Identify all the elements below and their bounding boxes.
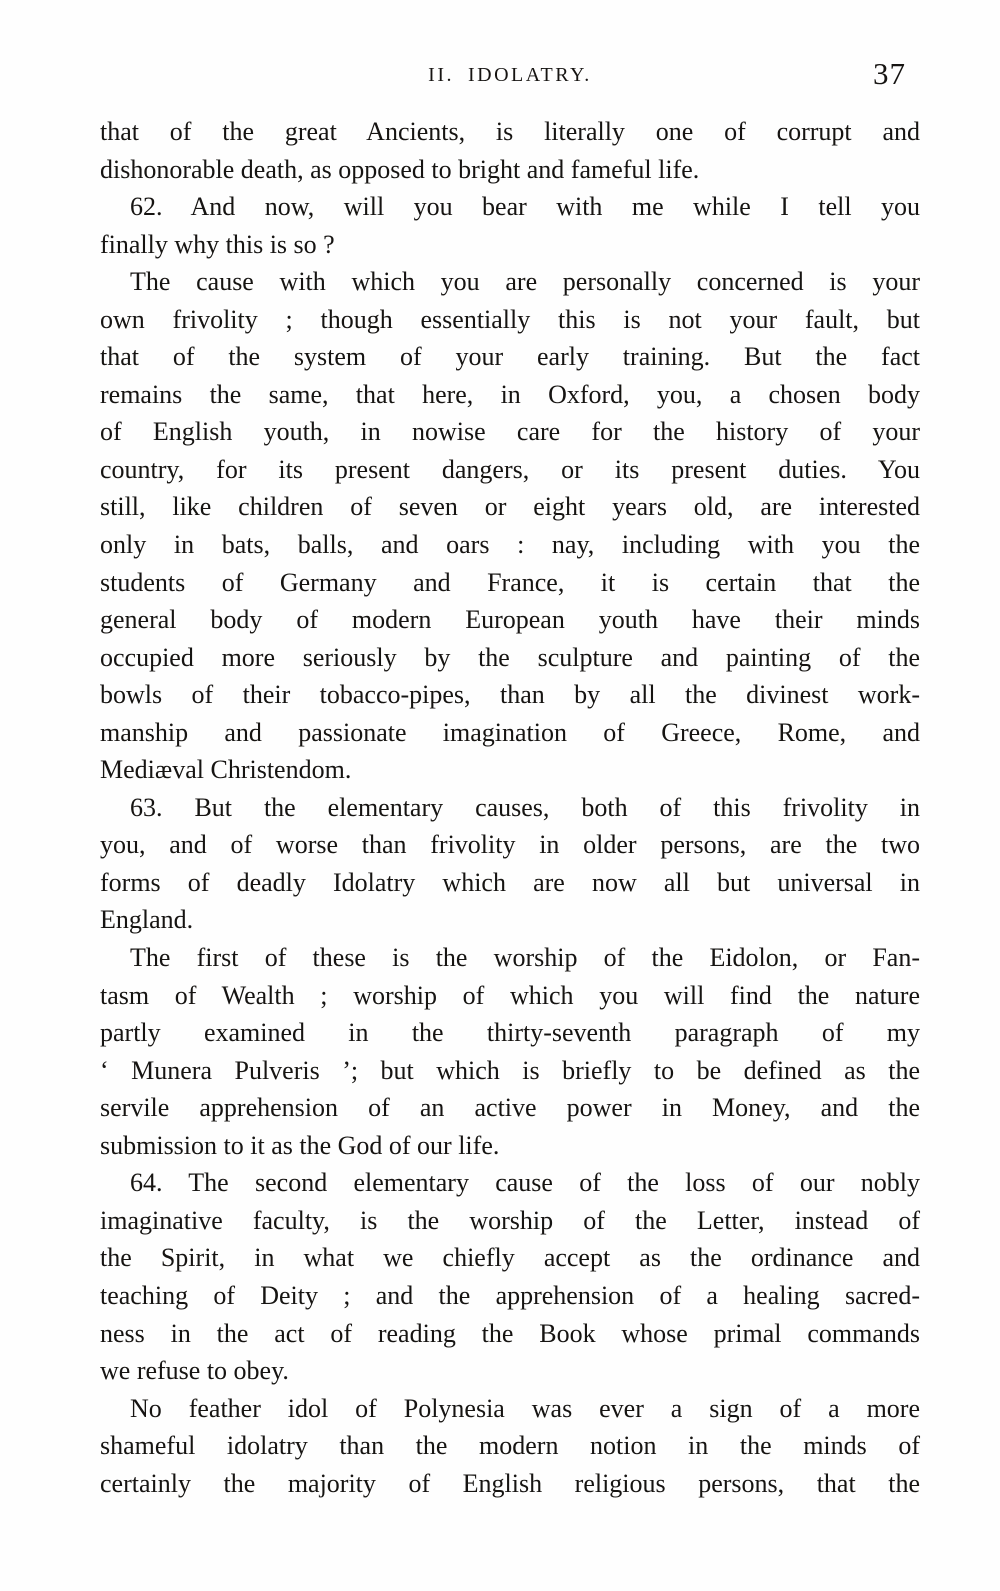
text-line: teaching of Deity ; and the apprehension of a healing sacred- (100, 1280, 920, 1310)
text-line: manship and passionate imagination of Greece, Rome, and (100, 717, 920, 747)
paragraph (100, 188, 920, 263)
text-line: No feather idol of Polynesia was ever a sign of a more (130, 1393, 920, 1423)
text-line: bowls of their tobacco-pipes, than by all the divinest work- (100, 680, 920, 710)
text-line: we refuse to obey. (100, 1356, 289, 1386)
text-line: finally why this is so ? (100, 229, 335, 259)
text-line: general body of modern European youth have their minds (100, 605, 920, 635)
text-line: the Spirit, in what we chiefly accept as the ordinance and (100, 1243, 920, 1273)
text-line: students of Germany and France, it is certain that the (100, 567, 920, 597)
text-line: tasm of Wealth ; worship of which you will find the nature (100, 980, 920, 1010)
text-line: you, and of worse than frivolity in older persons, are the two (100, 830, 920, 860)
text-line: The first of these is the worship of the Eidolon, or Fan- (130, 943, 920, 973)
text-line: dishonorable death, as opposed to bright and fameful life. (100, 154, 700, 184)
paragraph (100, 113, 920, 188)
text-line: Mediæval Christendom. (100, 755, 352, 785)
text-line: submission to it as the God of our life. (100, 1130, 500, 1160)
text-line: ness in the act of reading the Book whose primal commands (100, 1318, 920, 1348)
page-number: 37 (873, 56, 906, 91)
text-line: of English youth, in nowise care for the history of your (100, 417, 920, 447)
text-line: own frivolity ; though essentially this is not your fault, but (100, 304, 920, 334)
paragraph (100, 1390, 920, 1503)
text-line: England. (100, 905, 194, 935)
text-line: only in bats, balls, and oars : nay, including with you the (100, 530, 920, 560)
paragraph (100, 939, 920, 1164)
text-line: ‘ Munera Pulveris ’; but which is briefly to be defined as the (100, 1055, 920, 1085)
body-text (100, 113, 920, 1502)
text-line: The cause with which you are personally concerned is your (130, 267, 920, 297)
text-line: 63. But the elementary causes, both of this frivolity in (130, 792, 920, 822)
paragraph (100, 789, 920, 939)
text-line: 64. The second elementary cause of the loss of our nobly (130, 1168, 920, 1198)
text-line: 62. And now, will you bear with me while I tell you (130, 192, 920, 222)
paragraph (100, 263, 920, 789)
paragraph (100, 1164, 920, 1389)
text-line: that of the system of your early training. But the fact (100, 342, 920, 372)
text-line: shameful idolatry than the modern notion in the minds of (100, 1431, 920, 1461)
text-line: servile apprehension of an active power in Money, and the (100, 1093, 920, 1123)
text-line: country, for its present dangers, or its present duties. You (100, 454, 920, 484)
text-line: occupied more seriously by the sculpture and painting of the (100, 642, 920, 672)
running-header (100, 56, 920, 96)
text-line: remains the same, that here, in Oxford, you, a chosen body (100, 379, 920, 409)
running-head-section-number: II. (428, 64, 454, 86)
text-line: imaginative faculty, is the worship of the Letter, instead of (100, 1205, 920, 1235)
text-line: that of the great Ancients, is literally one of corrupt and (100, 117, 920, 146)
text-line: still, like children of seven or eight years old, are interested (100, 492, 920, 522)
text-line: forms of deadly Idolatry which are now all but universal in (100, 867, 920, 897)
text-line: certainly the majority of English religious persons, that the (100, 1468, 920, 1498)
running-head-section-title: IDOLATRY. (468, 64, 592, 86)
running-head-title (100, 64, 920, 87)
text-line: partly examined in the thirty-seventh paragraph of my (100, 1018, 920, 1048)
